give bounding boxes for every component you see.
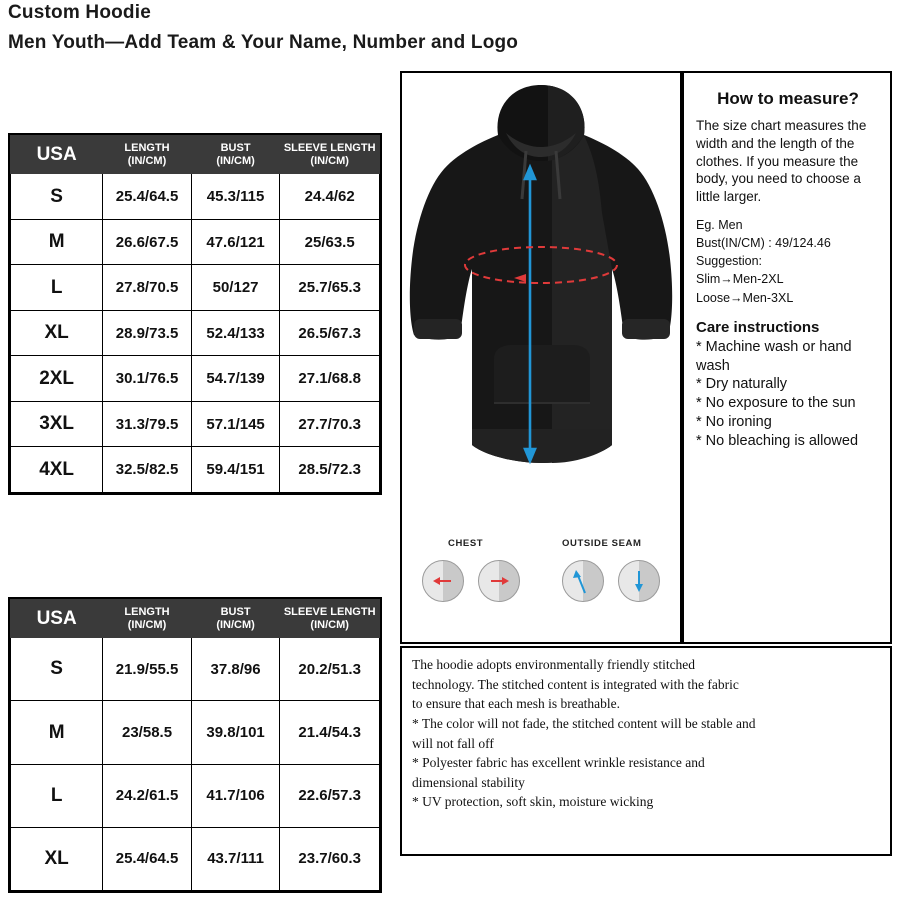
product-image-panel [400,71,682,644]
chest-icon-left [422,560,464,602]
table-header-row [11,136,380,174]
column-bust-title: BUST [220,606,251,618]
cell-sleeve: 26.5/67.3 [280,310,380,356]
column-sleeve-unit: (IN/CM) [310,618,349,631]
cell-bust: 57.1/145 [191,401,280,447]
cell-length: 23/58.5 [103,701,192,764]
care-item: * Dry naturally [696,376,788,393]
care-item: * No bleaching is allowed [696,432,859,449]
cell-size: M [11,219,103,265]
column-bust-unit: (IN/CM) [216,618,255,631]
cell-length: 27.8/70.5 [103,265,192,311]
mens-size-table [8,133,382,495]
column-sleeve-title: SLEEVE LENGTH [283,142,376,154]
table-row [11,638,380,701]
outside-seam-icon-left [562,560,604,602]
chest-icon-right [478,560,520,602]
table-row [11,356,380,402]
table-row [11,219,380,265]
notes-line: The hoodie adopts environmentally friendly stitched [412,657,696,672]
example-line-1: Eg. Men [696,218,743,233]
cell-bust: 45.3/115 [191,174,280,220]
cell-length: 28.9/73.5 [103,310,192,356]
outside-seam-icon-right [618,560,660,602]
cell-length: 24.2/61.5 [103,764,192,827]
page-title: Custom Hoodie [8,2,151,23]
fabric-notes-panel [400,646,892,856]
cell-bust: 43.7/111 [191,827,280,890]
example-line-4: Slim→Men-2XL [696,272,784,287]
notes-line: * The color will not fade, the stitched content will be stable and [412,715,756,731]
cell-bust: 59.4/151 [191,447,280,493]
cell-bust: 41.7/106 [191,764,280,827]
column-length-title: LENGTH [124,606,170,618]
table-row [11,174,380,220]
column-usa: USA [11,136,103,174]
cell-sleeve: 25/63.5 [280,219,380,265]
cell-sleeve: 28.5/72.3 [280,447,380,493]
cell-bust: 54.7/139 [191,356,280,402]
page-subtitle: Men Youth—Add Team & Your Name, Number and Logo [8,32,519,53]
cell-size: 2XL [11,356,103,402]
cell-sleeve: 20.2/51.3 [280,638,380,701]
column-length-title: LENGTH [124,142,170,154]
care-item: * No ironing [696,414,772,431]
cell-size: 4XL [11,447,103,493]
notes-line: will not fall off [412,735,494,751]
cell-bust: 52.4/133 [191,310,280,356]
column-length-unit: (IN/CM) [127,618,167,631]
notes-line: dimensional stability [412,774,525,790]
notes-line: to ensure that each mesh is breathable. [412,696,621,712]
cell-length: 32.5/82.5 [103,447,192,493]
cell-size: XL [11,310,103,356]
example-line-3: Suggestion: [696,254,763,269]
chest-caption: CHEST [448,538,484,549]
cell-sleeve: 23.7/60.3 [280,827,380,890]
column-bust [191,136,280,174]
table-row [11,447,380,493]
cell-size: L [11,764,103,827]
table-row [11,265,380,311]
table-header-row [11,600,380,638]
cell-sleeve: 24.4/62 [280,174,380,220]
hoodie-illustration [402,73,680,518]
cell-sleeve: 25.7/65.3 [280,265,380,311]
column-sleeve-title: SLEEVE LENGTH [283,606,376,618]
cell-length: 30.1/76.5 [103,356,192,402]
cell-length: 31.3/79.5 [103,401,192,447]
example-line-2: Bust(IN/CM) : 49/124.46 [696,236,831,251]
column-bust [191,600,280,638]
cell-length: 26.6/67.5 [103,219,192,265]
how-to-measure-paragraph: The size chart measures the width and the length of the clothes. If you measure the body, you need to choose a little larger. [696,118,867,205]
table-row [11,310,380,356]
cell-length: 25.4/64.5 [103,827,192,890]
cell-sleeve: 27.1/68.8 [280,356,380,402]
how-to-measure-title: How to measure? [717,89,859,108]
notes-line: technology. The stitched content is integrated with the fabric [412,676,739,692]
cell-sleeve: 22.6/57.3 [280,764,380,827]
notes-line: * UV protection, soft skin, moisture wicking [412,794,654,810]
cell-length: 21.9/55.5 [103,638,192,701]
cell-sleeve: 27.7/70.3 [280,401,380,447]
cell-size: S [11,174,103,220]
care-instructions-title: Care instructions [696,318,820,336]
cell-length: 25.4/64.5 [103,174,192,220]
cell-bust: 37.8/96 [191,638,280,701]
how-to-measure-panel [682,71,892,644]
care-item: * No exposure to the sun [696,395,856,412]
example-line-5: Loose→Men-3XL [696,290,794,305]
cell-size: S [11,638,103,701]
cell-size: 3XL [11,401,103,447]
example-block [696,216,880,307]
column-usa: USA [11,600,103,638]
cell-size: M [11,701,103,764]
cell-bust: 39.8/101 [191,701,280,764]
cell-bust: 50/127 [191,265,280,311]
table-row [11,764,380,827]
column-bust-title: BUST [220,142,251,154]
outside-seam-caption: OUTSIDE SEAM [562,538,642,549]
cell-bust: 47.6/121 [191,219,280,265]
youths-size-table [8,597,382,893]
care-item: * Machine wash or hand wash [696,338,852,374]
column-length [103,600,192,638]
column-sleeve [280,600,380,638]
table-row [11,827,380,890]
column-sleeve [280,136,380,174]
column-length-unit: (IN/CM) [127,154,167,167]
cell-sleeve: 21.4/54.3 [280,701,380,764]
column-sleeve-unit: (IN/CM) [310,154,349,167]
table-row [11,701,380,764]
notes-line: * Polyester fabric has excellent wrinkle resistance and [412,755,705,771]
table-row [11,401,380,447]
column-bust-unit: (IN/CM) [216,154,255,167]
page-title-block [8,2,518,54]
cell-size: L [11,265,103,311]
column-length [103,136,192,174]
cell-size: XL [11,827,103,890]
hoodie-svg [402,73,680,518]
